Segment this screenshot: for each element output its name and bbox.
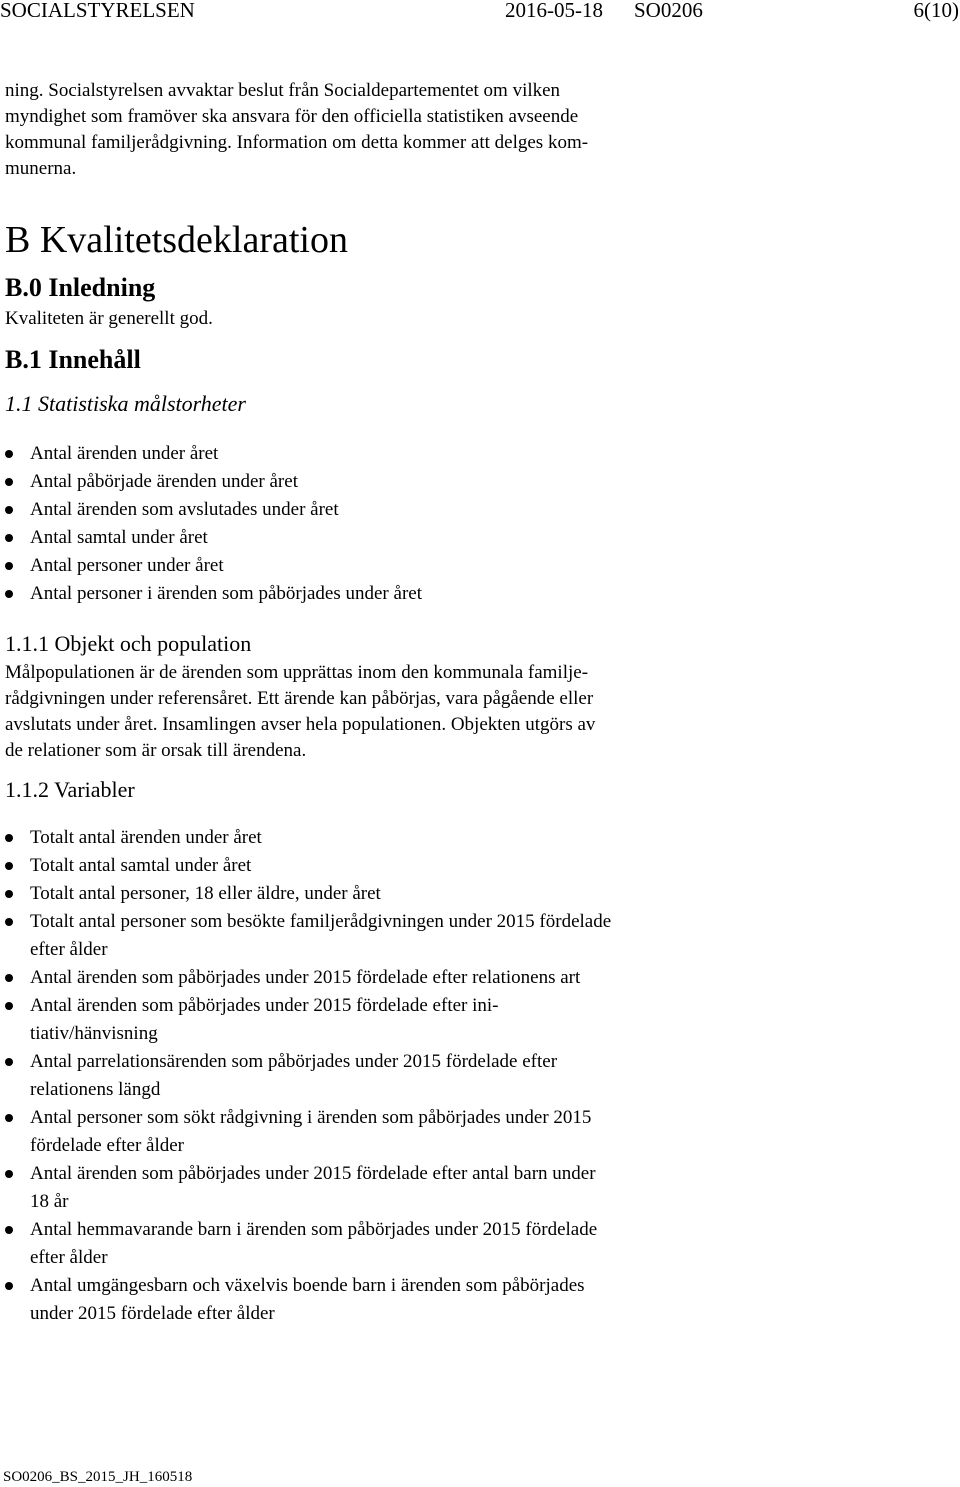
list-item-text: Antal påbörjade ärenden under året [30, 471, 298, 492]
list-item [5, 964, 705, 992]
list-item [5, 1104, 705, 1160]
subsection-1-1-2-title: 1.1.2 Variabler [5, 777, 135, 802]
list-item [5, 824, 705, 852]
list-item-text: Antal personer under året [30, 555, 224, 576]
bullet-icon [5, 1114, 13, 1122]
list-item [5, 992, 705, 1048]
bullet-icon [5, 1282, 13, 1290]
list-item [5, 468, 705, 496]
list-item [5, 880, 705, 908]
målstorheter-list [5, 440, 705, 608]
subsection-1-1-1-title: 1.1.1 Objekt och population [5, 631, 252, 656]
list-item-text: relationens längd [30, 1079, 161, 1100]
bullet-icon [5, 834, 13, 842]
paragraph-line: de relationer som är orsak till ärendena. [5, 740, 307, 761]
list-item-text: Antal ärenden som påbörjades under 2015 fördelade efter antal barn under [30, 1163, 596, 1184]
section-b1-title: B.1 Innehåll [5, 345, 141, 374]
intro-paragraph [5, 78, 705, 182]
bullet-icon [5, 1170, 13, 1178]
list-item-text: Antal ärenden som påbörjades under 2015 fördelade efter ini- [30, 995, 499, 1016]
bullet-icon [5, 450, 13, 458]
list-item-text: Antal personer i ärenden som påbörjades under året [30, 583, 422, 604]
list-item [5, 440, 705, 468]
bullet-icon [5, 478, 13, 486]
list-item [5, 1048, 705, 1104]
footer-document-id: SO0206_BS_2015_JH_160518 [3, 1469, 193, 1485]
list-item-text: Antal ärenden som avslutades under året [30, 499, 339, 520]
list-item [5, 580, 705, 608]
header-org: SOCIALSTYRELSEN [0, 0, 195, 22]
bullet-icon [5, 890, 13, 898]
list-item [5, 1160, 705, 1216]
list-item-text: Antal parrelationsärenden som påbörjades under 2015 fördelade efter [30, 1051, 558, 1072]
intro-line: myndighet som framöver ska ansvara för den officiella statistiken avseende [5, 106, 579, 127]
list-item-text: efter ålder [30, 1247, 108, 1268]
page-header [0, 0, 960, 23]
list-item [5, 524, 705, 552]
bullet-icon [5, 1002, 13, 1010]
variabler-list [5, 824, 705, 1328]
list-item [5, 552, 705, 580]
list-item-text: fördelade efter ålder [30, 1135, 185, 1156]
list-item [5, 496, 705, 524]
list-item-text: Antal ärenden som påbörjades under 2015 fördelade efter relationens art [30, 967, 581, 988]
bullet-icon [5, 590, 13, 598]
header-code: SO0206 [634, 0, 703, 22]
paragraph-line: avslutats under året. Insamlingen avser hela populationen. Objekten utgörs av [5, 714, 596, 735]
list-item-text: Antal hemmavarande barn i ärenden som påbörjades under 2015 fördelade [30, 1219, 598, 1240]
subsection-1-1-title: 1.1 Statistiska målstorheter [5, 391, 246, 416]
list-item-text: under 2015 fördelade efter ålder [30, 1303, 275, 1324]
list-item-text: tiativ/hänvisning [30, 1023, 158, 1044]
list-item [5, 1216, 705, 1272]
list-item-text: Antal ärenden under året [30, 443, 219, 464]
population-paragraph [5, 660, 705, 764]
list-item-text: Antal personer som sökt rådgivning i ärenden som påbörjades under 2015 [30, 1107, 592, 1128]
paragraph-line: Målpopulationen är de ärenden som upprättas inom den kommunala familje- [5, 662, 589, 683]
intro-line: ning. Socialstyrelsen avvaktar beslut från Socialdepartementet om vilken [5, 80, 561, 101]
chapter-title: B Kvalitetsdeklaration [5, 219, 348, 261]
bullet-icon [5, 1226, 13, 1234]
list-item-text: Antal samtal under året [30, 527, 208, 548]
bullet-icon [5, 534, 13, 542]
list-item-text: Totalt antal personer, 18 eller äldre, under året [30, 883, 381, 904]
list-item-text: Antal umgängesbarn och växelvis boende barn i ärenden som påbörjades [30, 1275, 585, 1296]
list-item [5, 1272, 705, 1328]
list-item-text: Totalt antal samtal under året [30, 855, 252, 876]
paragraph-line: rådgivningen under referensåret. Ett ärende kan påbörjas, vara pågående eller [5, 688, 594, 709]
list-item [5, 908, 705, 964]
bullet-icon [5, 918, 13, 926]
bullet-icon [5, 562, 13, 570]
bullet-icon [5, 506, 13, 514]
document-body [5, 78, 705, 1328]
list-item-text: Totalt antal personer som besökte familjerådgivningen under 2015 fördelade [30, 911, 612, 932]
section-b0-title: B.0 Inledning [5, 273, 156, 302]
header-date: 2016-05-18 [505, 0, 603, 22]
intro-line: kommunal familjerådgivning. Information om detta kommer att delges kom- [5, 132, 589, 153]
intro-line: munerna. [5, 158, 77, 179]
header-page-number: 6(10) [913, 0, 959, 22]
list-item-text: 18 år [30, 1191, 69, 1212]
bullet-icon [5, 1058, 13, 1066]
list-item-text: efter ålder [30, 939, 108, 960]
list-item-text: Totalt antal ärenden under året [30, 827, 262, 848]
list-item [5, 852, 705, 880]
section-b0-text: Kvaliteten är generellt god. [5, 308, 213, 329]
bullet-icon [5, 974, 13, 982]
bullet-icon [5, 862, 13, 870]
